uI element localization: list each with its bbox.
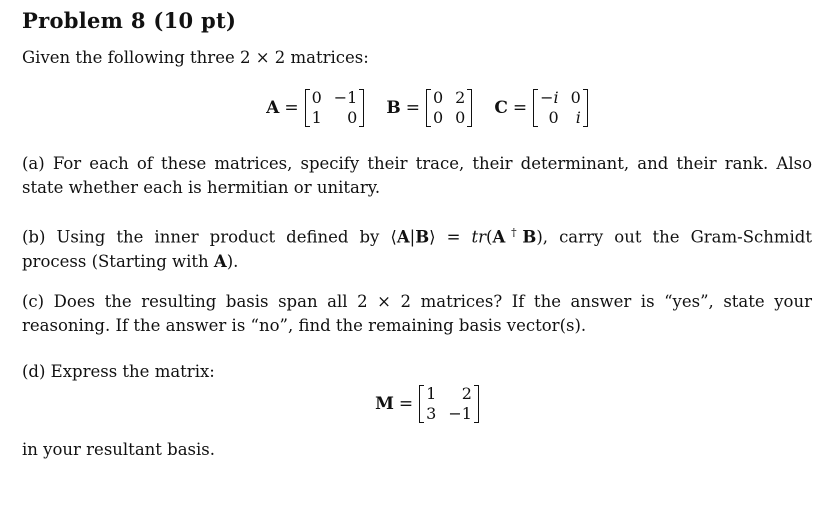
inner-product-b: B [415,227,430,247]
part-d-line-2: in your resultant basis. [22,440,216,459]
part-b-text: ). [226,251,239,271]
part-b-bold-a: A [213,251,227,271]
part-d-line-1: (d) Express the matrix: [22,362,215,381]
intro-text: Given the following three 2 × 2 matrices: [22,48,369,67]
matrix-a-def [266,88,364,128]
matrix-c-def [494,88,588,128]
matrix-cell: −1 [448,404,472,423]
equals-sign: = [405,98,420,118]
matrix-cell: −i [540,88,559,107]
matrix-m [419,384,479,424]
matrix-cell: 0 [432,88,444,107]
matrix-definitions [0,88,834,128]
trace-symbol: tr [471,227,487,247]
part-b-line-1 [22,221,812,250]
dagger-symbol: † [505,226,523,239]
matrix-cell: 1 [426,384,437,403]
matrix-cell: 2 [455,88,466,107]
matrix-m-row [0,384,834,424]
inner-product-a: A [396,227,410,247]
matrix-b-def [386,88,472,128]
matrix-cell: 0 [455,108,466,127]
matrix-cell: 2 [461,384,472,403]
part-b-text: (b) Using the inner product defined by ⟨ [22,227,397,247]
matrix-cell: 0 [311,88,322,107]
part-a-line-2: state whether each is hermitian or unitary. [22,178,381,197]
matrix-cell: −1 [333,88,358,107]
matrix-m-def [375,384,479,424]
matrix-c-name: C [494,98,508,118]
dagger-a: A [492,227,506,247]
part-b-text: ), carry out the Gram-Schmidt [536,227,812,247]
part-c-line-1: (c) Does the resulting basis span all 2 × 2 matrices? If the answer is “yes”, state your [22,292,812,311]
part-c-line-2: reasoning. If the answer is “no”, find the remaining basis vector(s). [22,316,587,335]
matrix-cell: 0 [432,108,444,127]
part-b-text: process (Starting with [22,251,214,271]
equals-sign: = [512,98,528,118]
matrix-cell: 0 [570,88,581,107]
matrix-c [533,88,588,128]
matrix-a [305,88,365,128]
part-c [22,290,812,338]
part-b-text: ( [486,227,493,247]
part-a [22,152,812,200]
matrix-m-name: M [375,394,394,414]
matrix-cell: i [575,108,581,127]
matrix-cell: 0 [548,108,559,127]
part-a-line-1: (a) For each of these matrices, specify their trace, their determinant, and their rank. Also [22,154,812,173]
part-b-line-2 [22,250,812,274]
matrix-b-name: B [386,98,401,118]
matrix-b [426,88,472,128]
equals-sign: = [398,394,414,414]
dagger-b: B [522,227,537,247]
matrix-cell: 3 [426,404,437,423]
matrix-a-name: A [266,98,280,118]
part-b-text: ⟩ = [429,227,472,247]
part-b [22,221,812,274]
matrix-cell: 1 [311,108,322,127]
equals-sign: = [284,98,299,118]
matrix-cell: 0 [347,108,358,127]
inner-product-sep: | [409,227,416,247]
problem-title: Problem 8 (10 pt) [22,8,237,33]
